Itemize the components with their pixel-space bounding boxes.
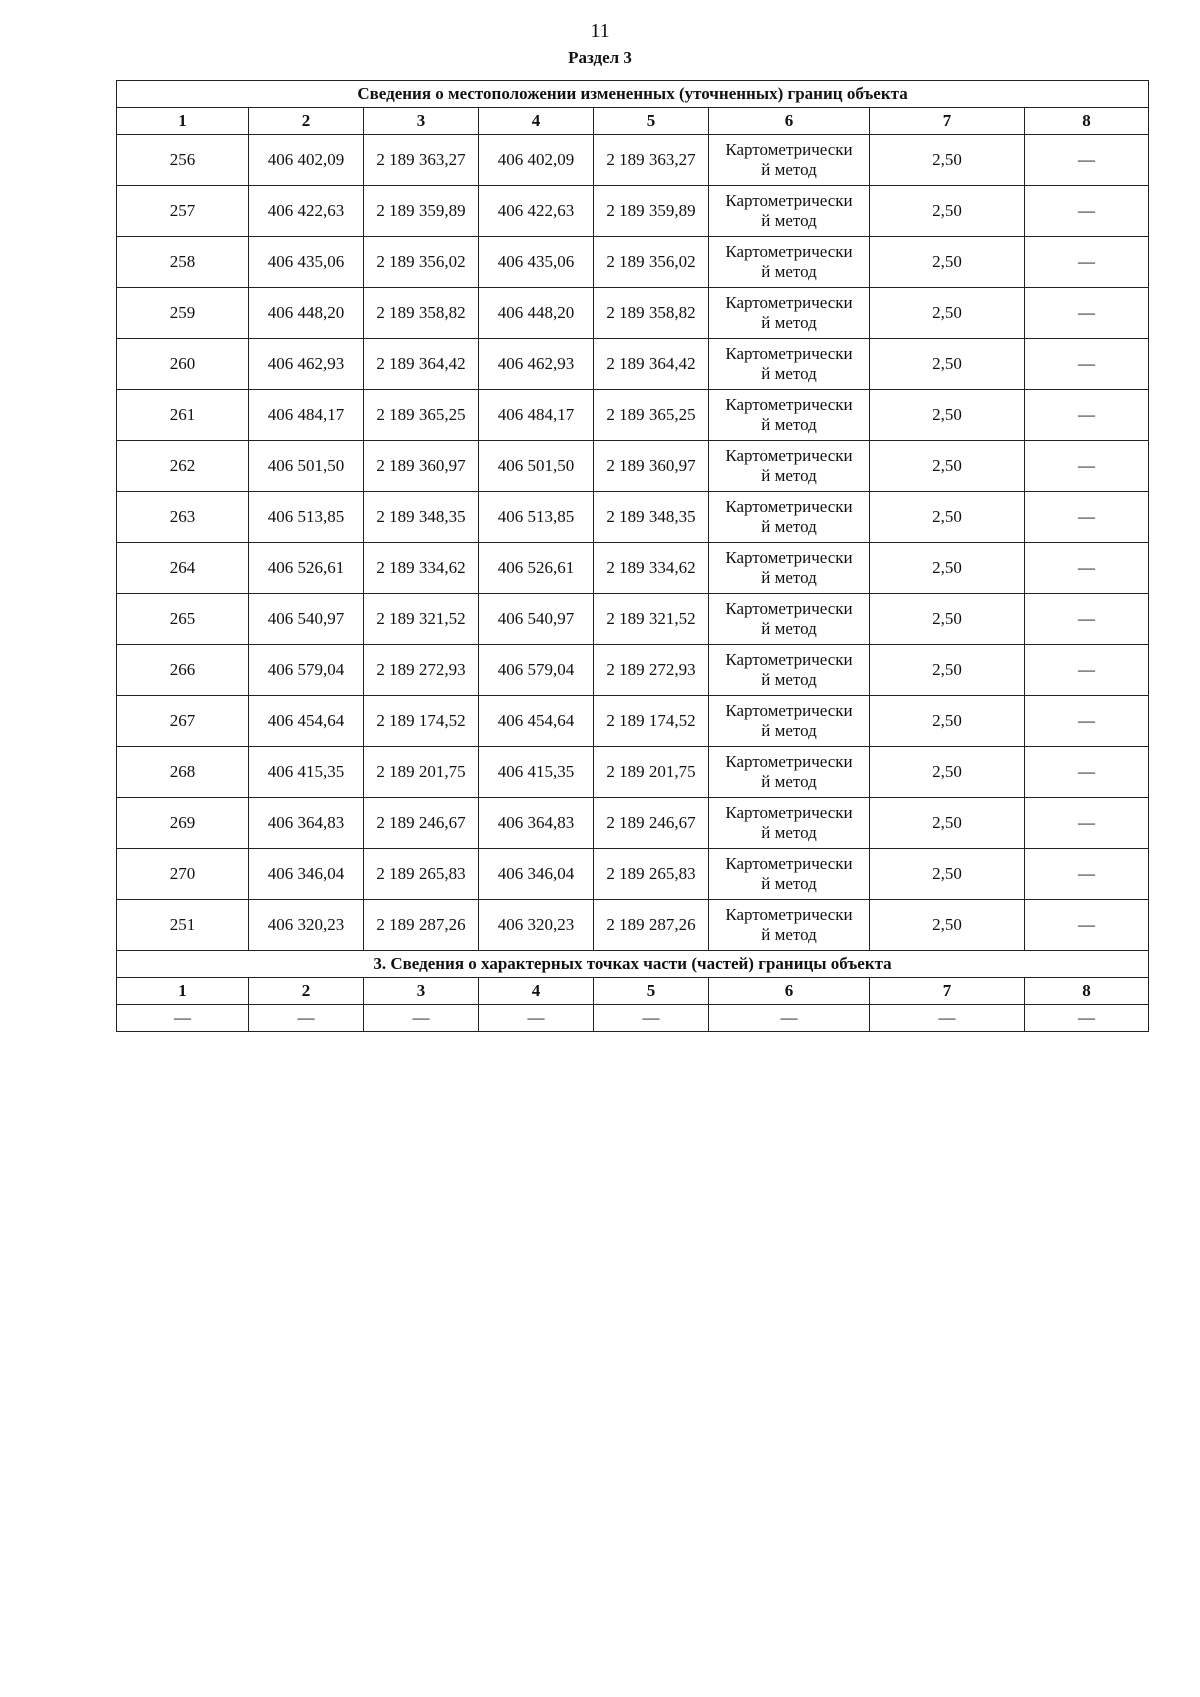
cell-accuracy: 2,50 [870, 747, 1025, 798]
cell-x-existing: 406 579,04 [249, 645, 364, 696]
cell-y-new: 2 189 356,02 [594, 237, 709, 288]
cell-x-new: 406 320,23 [479, 900, 594, 951]
cell-y-new: 2 189 287,26 [594, 900, 709, 951]
cell-x-new: 406 462,93 [479, 339, 594, 390]
table1-column-number-3: 3 [364, 108, 479, 135]
cell-x-existing: 406 415,35 [249, 747, 364, 798]
cell-x-new: 406 435,06 [479, 237, 594, 288]
cell-y-existing: 2 189 287,26 [364, 900, 479, 951]
cell-y-existing: 2 189 272,93 [364, 645, 479, 696]
cell-y-existing: 2 189 321,52 [364, 594, 479, 645]
cell-point-number: 257 [117, 186, 249, 237]
cell-x-new: 406 540,97 [479, 594, 594, 645]
method-line-1: Картометрически [725, 242, 853, 261]
empty-cell: — [364, 1005, 479, 1032]
cell-x-new: 406 422,63 [479, 186, 594, 237]
cell-method [709, 390, 870, 441]
empty-cell: — [594, 1005, 709, 1032]
method-line-1: Картометрически [725, 497, 853, 516]
cell-point-number: 260 [117, 339, 249, 390]
cell-description: — [1025, 798, 1149, 849]
cell-description: — [1025, 492, 1149, 543]
cell-method [709, 492, 870, 543]
method-line-2: й метод [761, 466, 817, 485]
table-row [117, 390, 1149, 441]
method-line-2: й метод [761, 619, 817, 638]
cell-x-existing: 406 540,97 [249, 594, 364, 645]
cell-y-new: 2 189 265,83 [594, 849, 709, 900]
empty-cell: — [870, 1005, 1025, 1032]
cell-method [709, 339, 870, 390]
cell-y-existing: 2 189 364,42 [364, 339, 479, 390]
cell-y-new: 2 189 360,97 [594, 441, 709, 492]
cell-x-new: 406 484,17 [479, 390, 594, 441]
table2-column-numbers [117, 978, 1149, 1005]
method-line-1: Картометрически [725, 293, 853, 312]
table-row [117, 900, 1149, 951]
cell-x-new: 406 513,85 [479, 492, 594, 543]
table-row [117, 696, 1149, 747]
cell-description: — [1025, 543, 1149, 594]
cell-point-number: 268 [117, 747, 249, 798]
table1-title: Сведения о местоположении измененных (уточненных) границ объекта [117, 81, 1149, 108]
table1-column-number-8: 8 [1025, 108, 1149, 135]
cell-y-new: 2 189 201,75 [594, 747, 709, 798]
cell-x-existing: 406 526,61 [249, 543, 364, 594]
cell-description: — [1025, 645, 1149, 696]
cell-point-number: 262 [117, 441, 249, 492]
cell-y-existing: 2 189 359,89 [364, 186, 479, 237]
empty-cell: — [709, 1005, 870, 1032]
cell-x-existing: 406 435,06 [249, 237, 364, 288]
table-row [117, 186, 1149, 237]
method-line-1: Картометрически [725, 446, 853, 465]
cell-accuracy: 2,50 [870, 594, 1025, 645]
cell-x-new: 406 579,04 [479, 645, 594, 696]
table1-column-number-7: 7 [870, 108, 1025, 135]
cell-y-existing: 2 189 246,67 [364, 798, 479, 849]
cell-method [709, 441, 870, 492]
table-row [117, 441, 1149, 492]
cell-method [709, 849, 870, 900]
cell-method [709, 237, 870, 288]
cell-point-number: 266 [117, 645, 249, 696]
table2-title: 3. Сведения о характерных точках части (частей) границы объекта [117, 951, 1149, 978]
method-line-2: й метод [761, 313, 817, 332]
table-row [117, 237, 1149, 288]
cell-y-existing: 2 189 265,83 [364, 849, 479, 900]
table2-column-number-7: 7 [870, 978, 1025, 1005]
cell-method [709, 900, 870, 951]
method-line-2: й метод [761, 262, 817, 281]
method-line-1: Картометрически [725, 548, 853, 567]
table2-column-number-4: 4 [479, 978, 594, 1005]
method-line-1: Картометрически [725, 854, 853, 873]
cell-x-existing: 406 484,17 [249, 390, 364, 441]
cell-y-new: 2 189 363,27 [594, 135, 709, 186]
table1-column-numbers [117, 108, 1149, 135]
cell-y-existing: 2 189 358,82 [364, 288, 479, 339]
method-line-1: Картометрически [725, 752, 853, 771]
empty-cell: — [1025, 1005, 1149, 1032]
table1-column-number-2: 2 [249, 108, 364, 135]
cell-accuracy: 2,50 [870, 798, 1025, 849]
cell-y-existing: 2 189 365,25 [364, 390, 479, 441]
cell-description: — [1025, 339, 1149, 390]
table2-column-number-5: 5 [594, 978, 709, 1005]
cell-y-new: 2 189 364,42 [594, 339, 709, 390]
cell-accuracy: 2,50 [870, 135, 1025, 186]
method-line-1: Картометрически [725, 191, 853, 210]
method-line-2: й метод [761, 670, 817, 689]
cell-y-new: 2 189 334,62 [594, 543, 709, 594]
table2-column-number-1: 1 [117, 978, 249, 1005]
cell-x-existing: 406 402,09 [249, 135, 364, 186]
table1-title-row [117, 81, 1149, 108]
table-row [117, 135, 1149, 186]
table-row [117, 492, 1149, 543]
cell-x-existing: 406 422,63 [249, 186, 364, 237]
cell-point-number: 269 [117, 798, 249, 849]
table1-column-number-4: 4 [479, 108, 594, 135]
cell-x-existing: 406 501,50 [249, 441, 364, 492]
method-line-1: Картометрически [725, 650, 853, 669]
cell-description: — [1025, 441, 1149, 492]
cell-description: — [1025, 900, 1149, 951]
cell-point-number: 263 [117, 492, 249, 543]
cell-x-new: 406 448,20 [479, 288, 594, 339]
table1-column-number-5: 5 [594, 108, 709, 135]
cell-x-existing: 406 462,93 [249, 339, 364, 390]
cell-y-existing: 2 189 174,52 [364, 696, 479, 747]
cell-accuracy: 2,50 [870, 390, 1025, 441]
cell-point-number: 261 [117, 390, 249, 441]
cell-method [709, 696, 870, 747]
cell-x-new: 406 364,83 [479, 798, 594, 849]
method-line-2: й метод [761, 415, 817, 434]
cell-description: — [1025, 288, 1149, 339]
cell-point-number: 270 [117, 849, 249, 900]
table1-column-number-6: 6 [709, 108, 870, 135]
method-line-2: й метод [761, 721, 817, 740]
cell-y-new: 2 189 348,35 [594, 492, 709, 543]
cell-method [709, 288, 870, 339]
cell-description: — [1025, 594, 1149, 645]
table2-column-number-2: 2 [249, 978, 364, 1005]
table-row [117, 849, 1149, 900]
page-number: 11 [590, 20, 610, 42]
table2-title-row [117, 951, 1149, 978]
method-line-1: Картометрически [725, 599, 853, 618]
table-row [117, 339, 1149, 390]
cell-y-existing: 2 189 363,27 [364, 135, 479, 186]
cell-x-new: 406 402,09 [479, 135, 594, 186]
method-line-2: й метод [761, 568, 817, 587]
cell-x-existing: 406 346,04 [249, 849, 364, 900]
cell-x-new: 406 454,64 [479, 696, 594, 747]
cell-description: — [1025, 237, 1149, 288]
method-line-2: й метод [761, 823, 817, 842]
table-row [117, 594, 1149, 645]
cell-accuracy: 2,50 [870, 696, 1025, 747]
cell-x-existing: 406 448,20 [249, 288, 364, 339]
cell-y-existing: 2 189 360,97 [364, 441, 479, 492]
cell-point-number: 251 [117, 900, 249, 951]
cell-method [709, 543, 870, 594]
cell-method [709, 594, 870, 645]
cell-x-existing: 406 364,83 [249, 798, 364, 849]
cell-accuracy: 2,50 [870, 288, 1025, 339]
cell-y-existing: 2 189 356,02 [364, 237, 479, 288]
section-title: Раздел 3 [568, 48, 632, 67]
table1-column-number-1: 1 [117, 108, 249, 135]
cell-x-new: 406 501,50 [479, 441, 594, 492]
table2-column-number-8: 8 [1025, 978, 1149, 1005]
cell-description: — [1025, 135, 1149, 186]
table-row [117, 747, 1149, 798]
method-line-2: й метод [761, 364, 817, 383]
cell-y-new: 2 189 365,25 [594, 390, 709, 441]
cell-method [709, 186, 870, 237]
empty-cell: — [117, 1005, 249, 1032]
method-line-2: й метод [761, 211, 817, 230]
cell-description: — [1025, 696, 1149, 747]
cell-point-number: 256 [117, 135, 249, 186]
cell-x-existing: 406 454,64 [249, 696, 364, 747]
table-row [117, 798, 1149, 849]
method-line-1: Картометрически [725, 803, 853, 822]
cell-accuracy: 2,50 [870, 441, 1025, 492]
method-line-1: Картометрически [725, 395, 853, 414]
cell-point-number: 258 [117, 237, 249, 288]
boundary-table [116, 80, 1149, 1032]
cell-accuracy: 2,50 [870, 645, 1025, 696]
method-line-1: Картометрически [725, 140, 853, 159]
method-line-2: й метод [761, 772, 817, 791]
cell-description: — [1025, 849, 1149, 900]
method-line-2: й метод [761, 160, 817, 179]
cell-method [709, 798, 870, 849]
cell-y-new: 2 189 358,82 [594, 288, 709, 339]
cell-method [709, 645, 870, 696]
cell-description: — [1025, 186, 1149, 237]
table2-column-number-6: 6 [709, 978, 870, 1005]
method-line-2: й метод [761, 874, 817, 893]
cell-x-new: 406 526,61 [479, 543, 594, 594]
method-line-2: й метод [761, 925, 817, 944]
table-row [117, 1005, 1149, 1032]
table-body [117, 81, 1149, 1032]
cell-description: — [1025, 390, 1149, 441]
table2-column-number-3: 3 [364, 978, 479, 1005]
cell-point-number: 265 [117, 594, 249, 645]
cell-y-new: 2 189 272,93 [594, 645, 709, 696]
cell-x-new: 406 346,04 [479, 849, 594, 900]
cell-x-existing: 406 513,85 [249, 492, 364, 543]
cell-y-existing: 2 189 348,35 [364, 492, 479, 543]
cell-y-new: 2 189 174,52 [594, 696, 709, 747]
cell-point-number: 264 [117, 543, 249, 594]
cell-x-existing: 406 320,23 [249, 900, 364, 951]
empty-cell: — [479, 1005, 594, 1032]
cell-accuracy: 2,50 [870, 900, 1025, 951]
cell-accuracy: 2,50 [870, 849, 1025, 900]
table-row [117, 543, 1149, 594]
method-line-2: й метод [761, 517, 817, 536]
cell-y-new: 2 189 359,89 [594, 186, 709, 237]
method-line-1: Картометрически [725, 905, 853, 924]
cell-y-new: 2 189 246,67 [594, 798, 709, 849]
cell-accuracy: 2,50 [870, 492, 1025, 543]
cell-method [709, 747, 870, 798]
cell-method [709, 135, 870, 186]
cell-y-existing: 2 189 334,62 [364, 543, 479, 594]
cell-accuracy: 2,50 [870, 186, 1025, 237]
cell-point-number: 267 [117, 696, 249, 747]
table-row [117, 645, 1149, 696]
cell-point-number: 259 [117, 288, 249, 339]
method-line-1: Картометрически [725, 701, 853, 720]
empty-cell: — [249, 1005, 364, 1032]
cell-y-existing: 2 189 201,75 [364, 747, 479, 798]
method-line-1: Картометрически [725, 344, 853, 363]
cell-accuracy: 2,50 [870, 339, 1025, 390]
cell-accuracy: 2,50 [870, 543, 1025, 594]
cell-accuracy: 2,50 [870, 237, 1025, 288]
cell-description: — [1025, 747, 1149, 798]
cell-y-new: 2 189 321,52 [594, 594, 709, 645]
cell-x-new: 406 415,35 [479, 747, 594, 798]
table-row [117, 288, 1149, 339]
